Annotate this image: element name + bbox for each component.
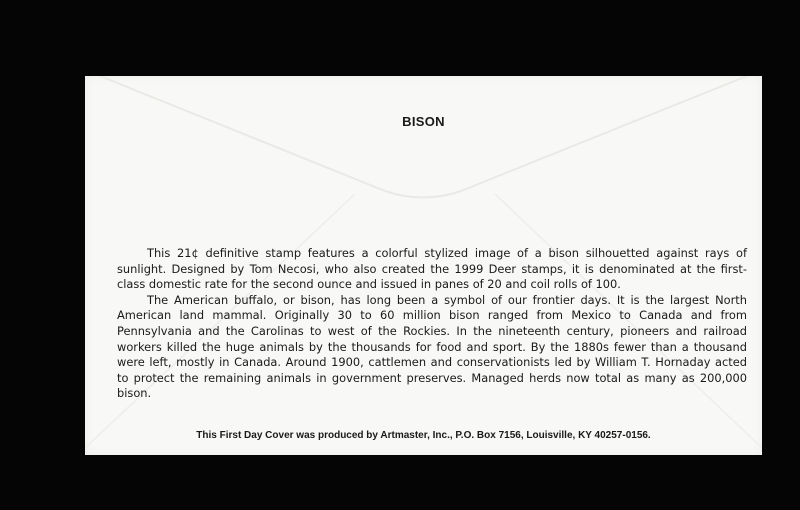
document-title: BISON bbox=[402, 114, 445, 129]
paragraph-bison-history: The American buffalo, or bison, has long been a symbol of our frontier days. It is the largest North American land mammal. Originally 30 to 60 million bison ranged from Mexico to Canada and from Pennsylvania and the Carolinas to west of the Rockies. In the nineteenth century, pioneers and railroad workers killed the huge animals by the thousands for food and sport. By the 1880s fewer than a thousand were left, mostly in Canada. Around 1900, cattlemen and conservationists led by William T. Hornaday acted to protect the remaining animals in government preserves. Managed herds now total as many as 200,000 bison. bbox=[117, 292, 747, 401]
paragraph-stamp-description: This 21¢ definitive stamp features a colorful stylized image of a bison silhouetted against rays of sunlight. Designed by Tom Necosi, who also created the 1999 Deer stamps, it is denominated at the first-class domestic rate for the second ounce and issued in panes of 20 and coil rolls of 100. bbox=[117, 246, 747, 292]
description-text bbox=[117, 246, 747, 402]
producer-credit: This First Day Cover was produced by Artmaster, Inc., P.O. Box 7156, Louisville, KY 40257-0156. bbox=[196, 430, 651, 441]
envelope-back bbox=[85, 76, 762, 455]
